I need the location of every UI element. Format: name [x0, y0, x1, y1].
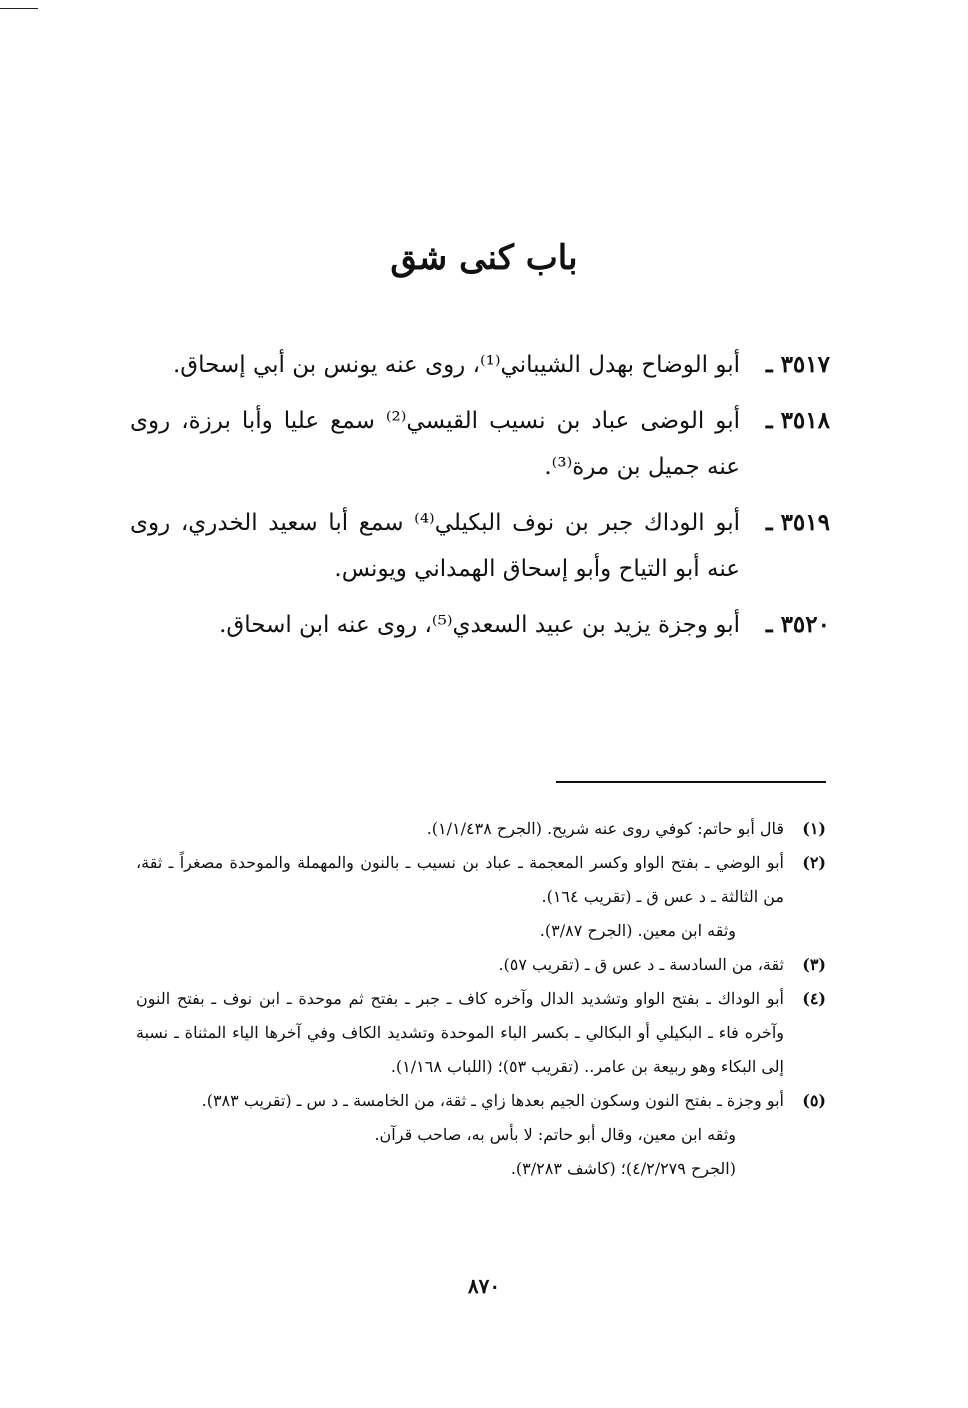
entry-number: ٣٥١٩ ـ — [765, 509, 830, 536]
footnote-number: (٥) — [802, 1091, 826, 1110]
top-corner-rule — [0, 8, 38, 9]
footnote-number: (٤) — [802, 989, 826, 1008]
entry-3517 — [130, 342, 830, 388]
entry-3520 — [130, 602, 830, 648]
entries-list — [130, 342, 830, 658]
footnote-text: أبو الوداك ـ بفتح الواو وتشديد الدال وآخره كاف ـ جبر ـ بفتح ثم موحدة ـ ابن نوف ـ بفتح النون وآخره فاء ـ البكيلي أو البكالي ـ بكسر الباء الموحدة وتشديد الكاف وفي آخرها الياء المثناة ـ نسبة إلى البكاء وهو ربيعة بن عامر.. (تقريب ٥٣)؛ (اللباب ١/١٦٨). — [136, 989, 785, 1076]
footnote-text: ثقة، من السادسة ـ د عس ق ـ (تقريب ٥٧). — [498, 955, 784, 974]
footnote-3 — [136, 948, 826, 982]
entry-3519 — [130, 500, 830, 592]
footnote-5-extra: وثقه ابن معين، وقال أبو حاتم: لا بأس به، صاحب قرآن. — [374, 1125, 736, 1144]
footnote-text: أبو الوضي ـ بفتح الواو وكسر المعجمة ـ عباد بن نسيب ـ بالنون والمهملة والموحدة مصغراً ـ ثقة، من الثالثة ـ د عس ق ـ (تقريب ١٦٤). — [136, 853, 785, 906]
footnote-number: (١) — [802, 819, 826, 838]
footnote-5 — [136, 1084, 826, 1118]
footnote-2 — [136, 846, 826, 914]
footnote-1 — [136, 812, 826, 846]
footnote-4 — [136, 982, 826, 1084]
footnote-number: (٣) — [802, 955, 826, 974]
entry-3518 — [130, 398, 830, 490]
entry-text: أبو الوضاح بهدل الشيباني⁽¹⁾، روى عنه يونس بن أبي إسحاق. — [172, 352, 740, 378]
entry-number: ٣٥١٧ ـ — [765, 351, 830, 378]
footnote-text: أبو وجزة ـ بفتح النون وسكون الجيم بعدها زاي ـ ثقة، من الخامسة ـ د س ـ (تقريب ٣٨٣). — [201, 1091, 784, 1110]
entry-text: أبو وجزة يزيد بن عبيد السعدي⁽⁵⁾، روى عنه ابن اسحاق. — [219, 612, 740, 638]
footnote-2-extra: وثقه ابن معين. (الجرح ٣/٨٧). — [539, 921, 736, 940]
page-number: ٨٧٠ — [467, 1274, 501, 1298]
entry-text: أبو الوضى عباد بن نسيب القيسي⁽²⁾ سمع عليا وأبا برزة، روى عنه جميل بن مرة⁽³⁾. — [130, 408, 740, 480]
footnote-text: قال أبو حاتم: كوفي روى عنه شريح. (الجرح ١/١/٤٣٨). — [426, 819, 784, 838]
entry-number: ٣٥٢٠ ـ — [765, 611, 830, 638]
entry-number: ٣٥١٨ ـ — [765, 407, 830, 434]
footnote-5-extra: (الجرح ٤/٢/٢٧٩)؛ (كاشف ٣/٢٨٣). — [510, 1159, 736, 1178]
chapter-title: باب كنى شق — [390, 238, 578, 278]
entry-text: أبو الوداك جبر بن نوف البكيلي⁽⁴⁾ سمع أبا سعيد الخدري، روى عنه أبو التياح وأبو إسحاق الهمداني ويونس. — [130, 510, 740, 582]
footnote-separator — [556, 781, 826, 783]
footnotes — [136, 812, 826, 1186]
footnote-number: (٢) — [802, 853, 826, 872]
